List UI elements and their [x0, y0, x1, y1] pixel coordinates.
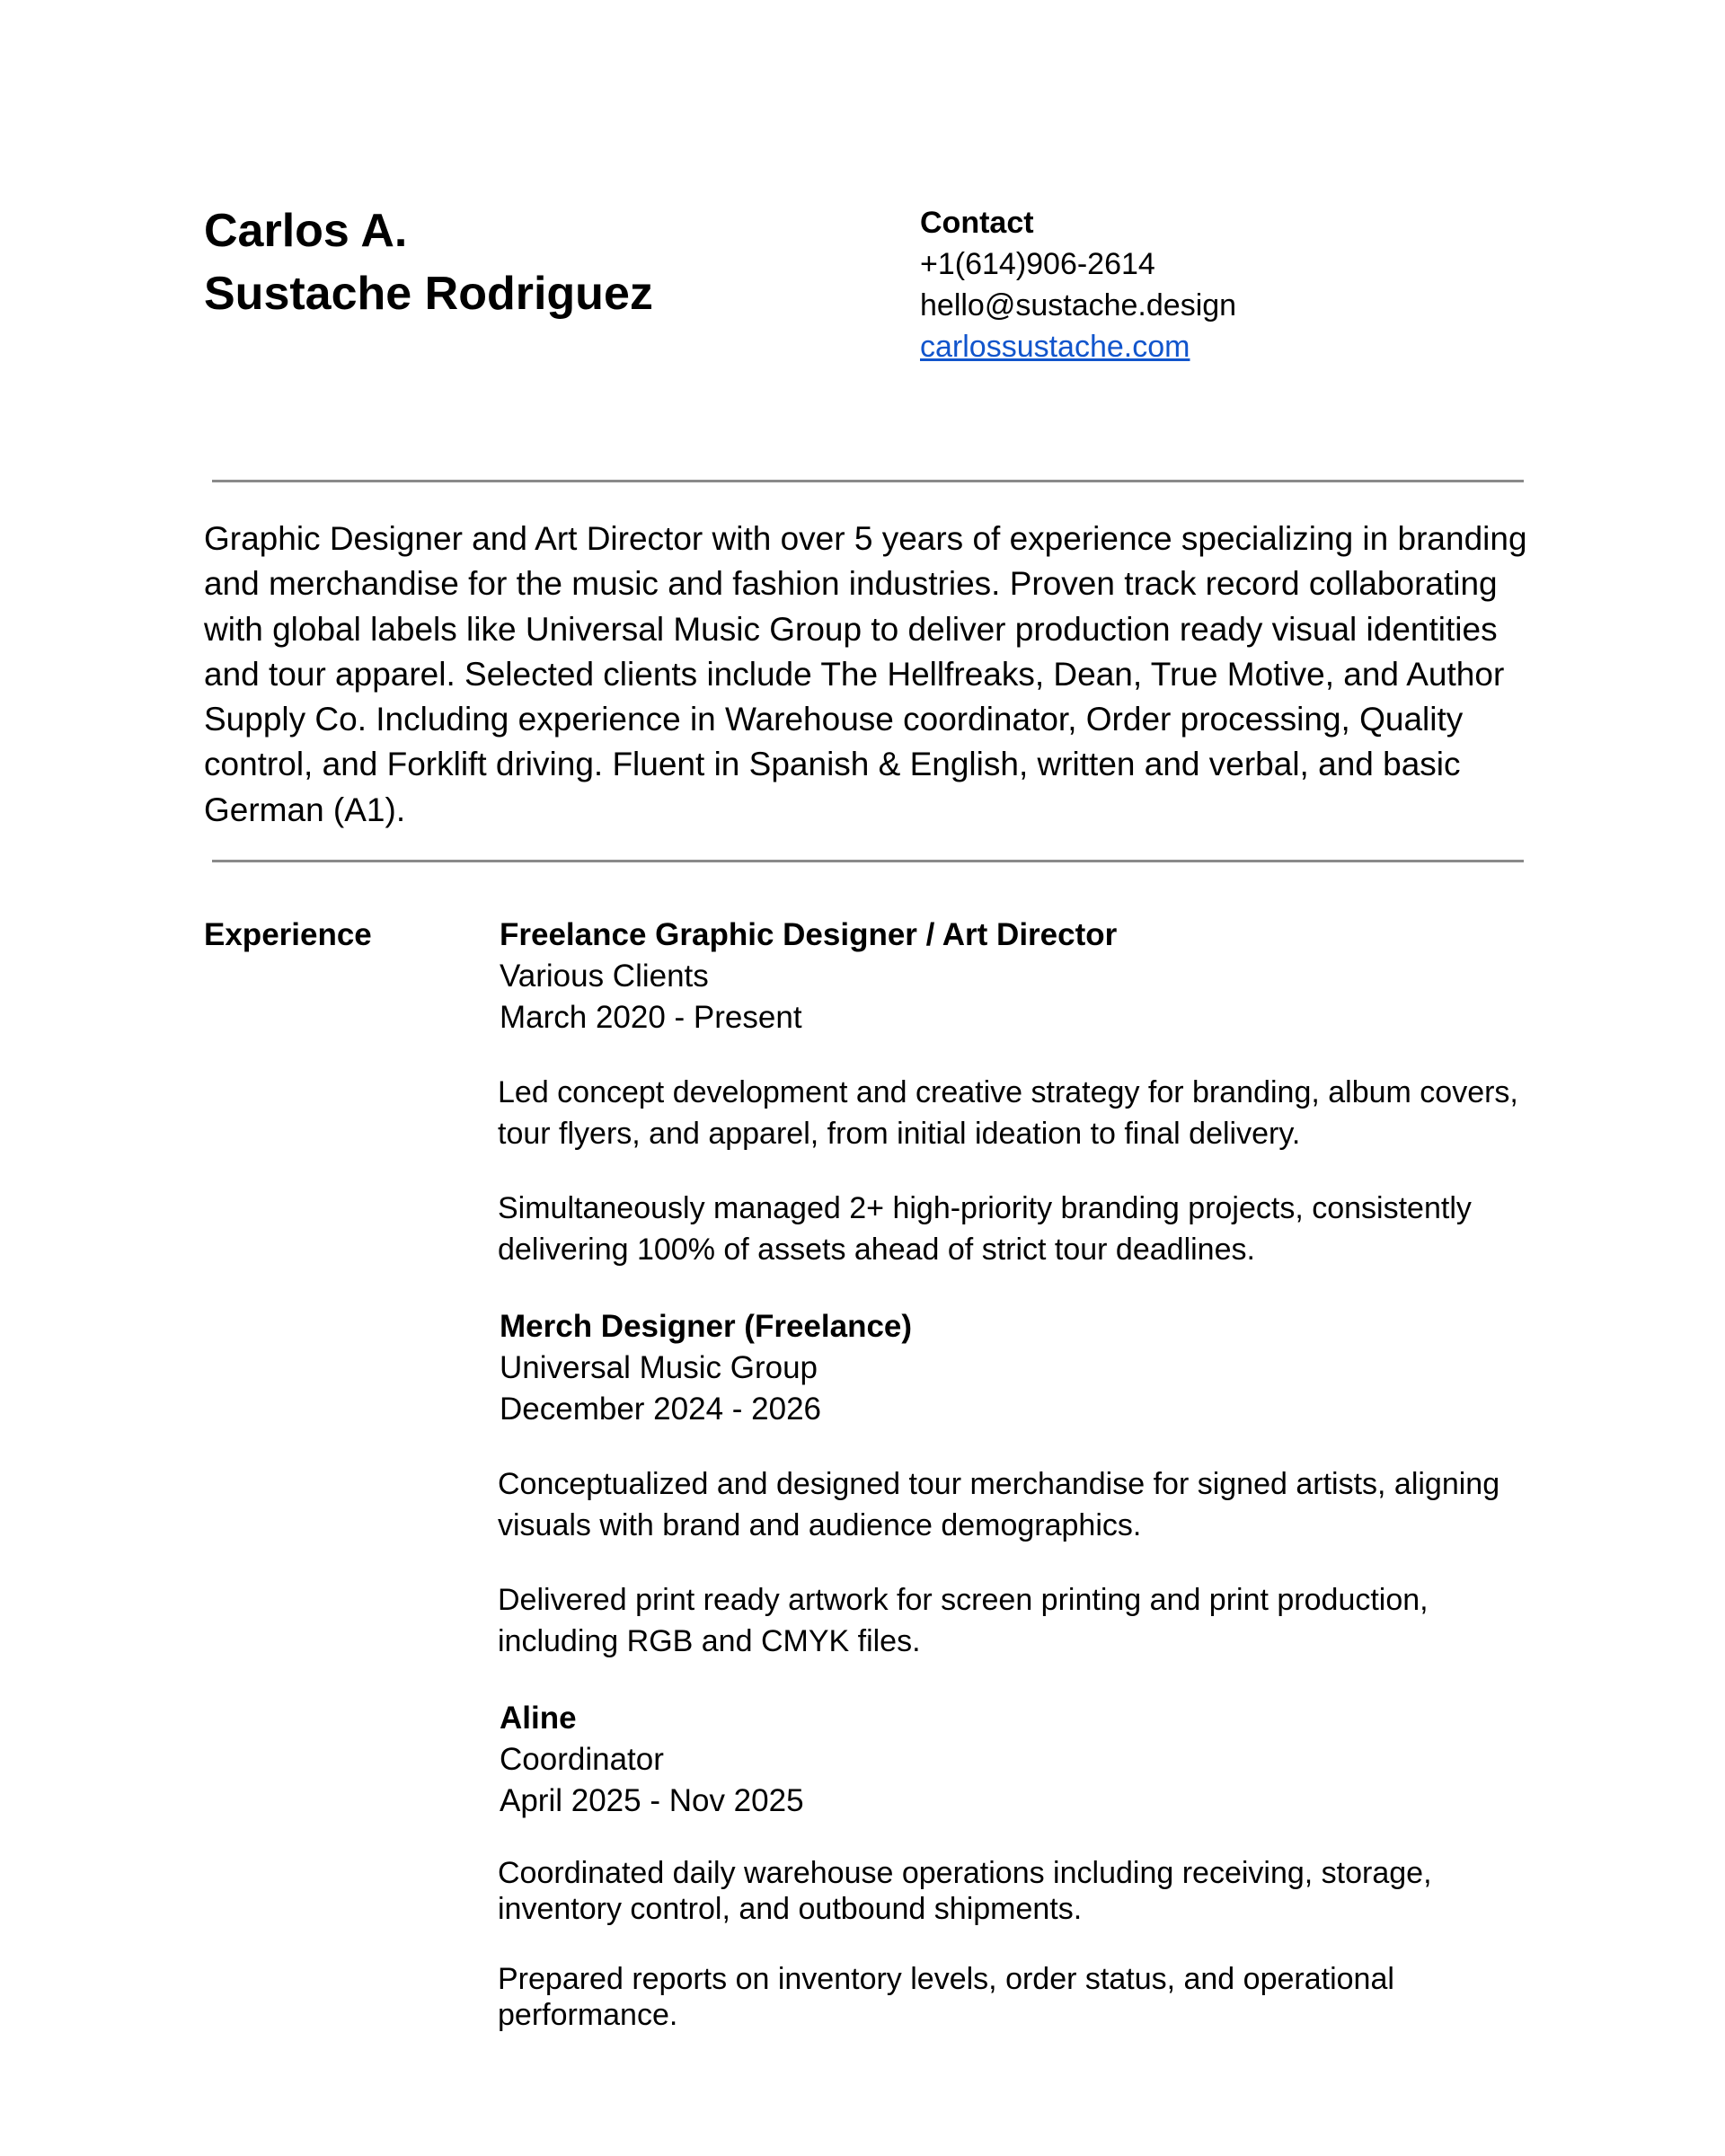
job-dates: December 2024 - 2026 [500, 1392, 821, 1427]
job-title: Freelance Graphic Designer / Art Director [500, 917, 1118, 952]
job-title: Merch Designer (Freelance) [500, 1309, 913, 1344]
job-description [500, 1855, 1533, 2033]
job-description-item: Simultaneously managed 2+ high-priority branding projects, consistently delivering 100% of assets ahead of strict tour deadlines. [498, 1191, 1472, 1267]
job-company: Universal Music Group [500, 1350, 818, 1385]
contact-phone: +1(614)906-2614 [920, 247, 1155, 281]
job-company: Various Clients [500, 959, 709, 994]
professional-summary: Graphic Designer and Art Director with over 5 years of experience specializing in branding and merchandise for the music and fashion industries. Proven track record collaborating with global labels like Universal Music Group to deliver production ready visual identities and tour apparel. Selected clients include The Hellfreaks, Dean, True Motive, and Author Supply Co. Including experience in Warehouse coordinator, Order processing, Quality control, and Forklift driving. Fluent in Spanish & English, written and verbal, and basic German (A1). [204, 520, 1527, 828]
job-description-item: Delivered print ready artwork for screen printing and print production, including RGB and CMYK files. [498, 1583, 1429, 1658]
contact-heading: Contact [920, 206, 1034, 240]
job-entry [500, 915, 1533, 1270]
divider-top [212, 480, 1524, 482]
divider-bottom [212, 860, 1524, 862]
name-line-1: Carlos A. [204, 205, 408, 257]
candidate-name [204, 199, 653, 325]
job-entry [500, 1306, 1533, 1662]
job-description-item: Conceptualized and designed tour merchandise for signed artists, aligning visuals with brand and audience demographics. [498, 1467, 1500, 1542]
job-description-item: Prepared reports on inventory levels, order status, and operational performance. [498, 1962, 1394, 2032]
job-title: Aline [500, 1701, 577, 1736]
job-description [500, 1072, 1533, 1270]
job-description-item: Coordinated daily warehouse operations including receiving, storage, inventory control, and outbound shipments. [498, 1856, 1432, 1926]
website-link[interactable]: carlossustache.com [920, 330, 1190, 364]
contact-block [920, 202, 1236, 367]
contact-email: hello@sustache.design [920, 288, 1237, 323]
job-description-item: Led concept development and creative strategy for branding, album covers, tour flyers, and apparel, from initial ideation to final delivery. [498, 1075, 1518, 1151]
job-entry [500, 1698, 1533, 2033]
job-description [500, 1463, 1533, 1662]
job-dates: April 2025 - Nov 2025 [500, 1783, 804, 1818]
experience-heading: Experience [204, 917, 372, 952]
job-company: Coordinator [500, 1742, 664, 1777]
job-dates: March 2020 - Present [500, 1000, 802, 1035]
name-line-2: Sustache Rodriguez [204, 268, 653, 320]
